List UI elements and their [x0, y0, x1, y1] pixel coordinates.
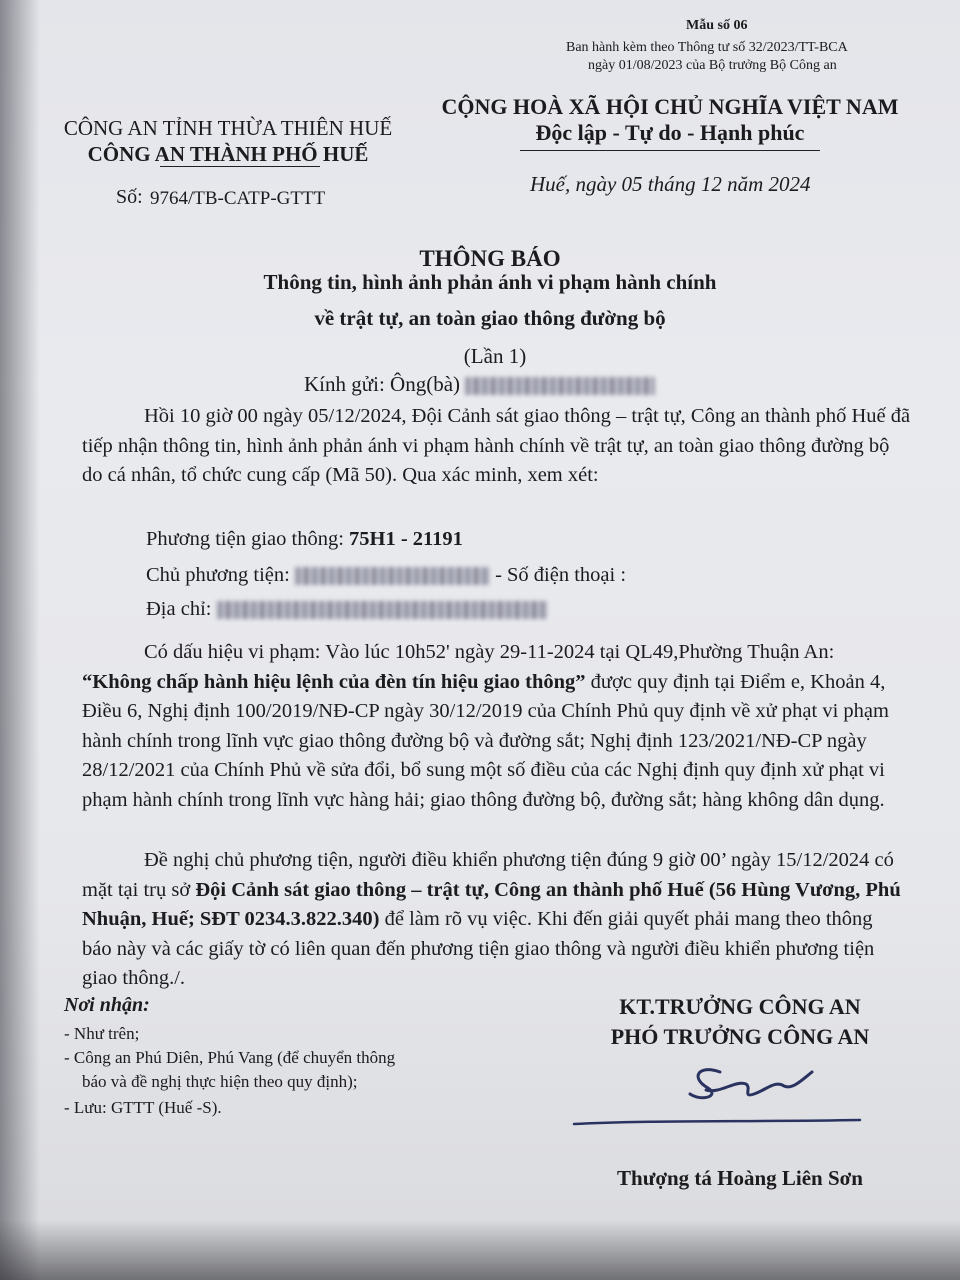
address-line: [146, 598, 547, 621]
signer-role-1: KT.TRƯỞNG CÔNG AN: [619, 994, 861, 1019]
page-shadow-left: [0, 0, 40, 1280]
summons-text-b: để làm rõ vụ việc. Khi đến giải quyết phải mang theo thông báo này và các giấy tờ có liên quan đến phương tiện giao thông và người điều khiển phương tiện giao thông./.: [82, 908, 875, 989]
vehicle-label: Phương tiện giao thông:: [146, 528, 344, 550]
issue-count: (Lần 1): [463, 344, 527, 368]
recipients-item-1: - Như trên;: [64, 1024, 140, 1043]
paragraph-intro: [82, 402, 912, 491]
owner-line: [146, 564, 626, 587]
recipients-item-2-cont: báo và đề nghị thực hiện theo quy định);: [82, 1072, 358, 1091]
form-issuance-line1: Ban hành kèm theo Thông tư số 32/2023/TT-BCA: [566, 40, 848, 55]
owner-label: Chủ phương tiện:: [146, 564, 290, 586]
place-date: Huế, ngày 05 tháng 12 năm 2024: [530, 172, 811, 196]
summons-place: Đội Cảnh sát giao thông – trật tự, Công an thành phố Huế (56 Hùng Vương, Phú Nhuận, Huế; SĐT 0234.3.822.340): [82, 878, 901, 930]
violation-description: “Không chấp hành hiệu lệnh của đèn tín hiệu giao thông”: [82, 670, 586, 693]
agency-name: CÔNG AN THÀNH PHỐ HUẾ: [87, 142, 369, 166]
vehicle-line: [146, 528, 463, 551]
form-issuance-line2: ngày 01/08/2023 của Bộ trưởng Bộ Công an: [588, 58, 837, 73]
agency-underline: [160, 166, 320, 167]
recipient-label: Kính gửi: Ông(bà): [304, 372, 461, 396]
paragraph-intro-text: Hồi 10 giờ 00 ngày 05/12/2024, Đội Cảnh sát giao thông – trật tự, Công an thành phố Huế đã tiếp nhận thông tin, hình ảnh phản ánh vi phạm hành chính về trật tự, an toàn giao thông đường bộ do cá nhân, tổ chức cung cấp (Mã 50). Qua xác minh, xem xét:: [82, 405, 911, 486]
nation-title: CỘNG HOÀ XÃ HỘI CHỦ NGHĨA VIỆT NAM: [441, 94, 899, 119]
handwritten-signature: [570, 1050, 870, 1140]
phone-label: - Số điện thoại :: [495, 564, 627, 586]
doc-number: 9764/TB-CATP-GTTT: [150, 188, 326, 209]
recipients-item-2: - Công an Phú Diên, Phú Vang (để chuyển thông: [64, 1048, 396, 1067]
agency-parent: CÔNG AN TỈNH THỪA THIÊN HUẾ: [63, 116, 393, 140]
vehicle-plate: 75H1 - 21191: [349, 528, 463, 550]
redacted-owner-name: [295, 567, 490, 585]
paragraph-violation: [82, 638, 897, 815]
summons-text-a: Đề nghị chủ phương tiện, người điều khiển phương tiện đúng 9 giờ 00’ ngày 15/12/2024 có mặt tại trụ sở: [82, 849, 894, 901]
address-label: Địa chỉ:: [146, 598, 212, 620]
violation-text-a: Có dấu hiệu vi phạm: Vào lúc 10h52' ngày 29-11-2024 tại QL49,Phường Thuận An:: [144, 641, 835, 663]
recipient-line: [304, 372, 655, 397]
doc-subtitle-2: về trật tự, an toàn giao thông đường bộ: [314, 306, 666, 330]
national-motto: Độc lập - Tự do - Hạnh phúc: [535, 120, 805, 145]
recipients-item-3: - Lưu: GTTT (Huế -S).: [64, 1098, 222, 1117]
recipients-title: Nơi nhận:: [64, 994, 150, 1016]
doc-subtitle-1: Thông tin, hình ảnh phản ánh vi phạm hành chính: [263, 270, 717, 294]
signer-role-2: PHÓ TRƯỞNG CÔNG AN: [610, 1024, 870, 1049]
redacted-recipient-name: [465, 377, 655, 395]
motto-underline: [520, 150, 820, 151]
doc-number-label: Số:: [116, 186, 143, 208]
redacted-address: [217, 601, 547, 619]
signer-name: Thượng tá Hoàng Liên Sơn: [617, 1166, 863, 1190]
form-number: Mẫu số 06: [686, 18, 748, 33]
doc-title: THÔNG BÁO: [419, 246, 561, 271]
paragraph-summons: [82, 846, 904, 994]
page-shadow-bottom: [0, 1220, 960, 1280]
violation-text-b: được quy định tại Điểm e, Khoản 4, Điều 6, Nghị định 100/2019/NĐ-CP ngày 30/12/2019 của Chính Phủ quy định về xử phạt vi phạm hành chính trong lĩnh vực giao thông đường bộ và đường sắt; Nghị định 123/2021/NĐ-CP ngày 28/12/2021 của Chính Phủ về sửa đổi, bổ sung một số điều của các Nghị định quy định xử phạt vi phạm hành chính trong lĩnh vực hàng hải; giao thông đường bộ, đường sắt; hàng không dân dụng.: [82, 670, 889, 811]
